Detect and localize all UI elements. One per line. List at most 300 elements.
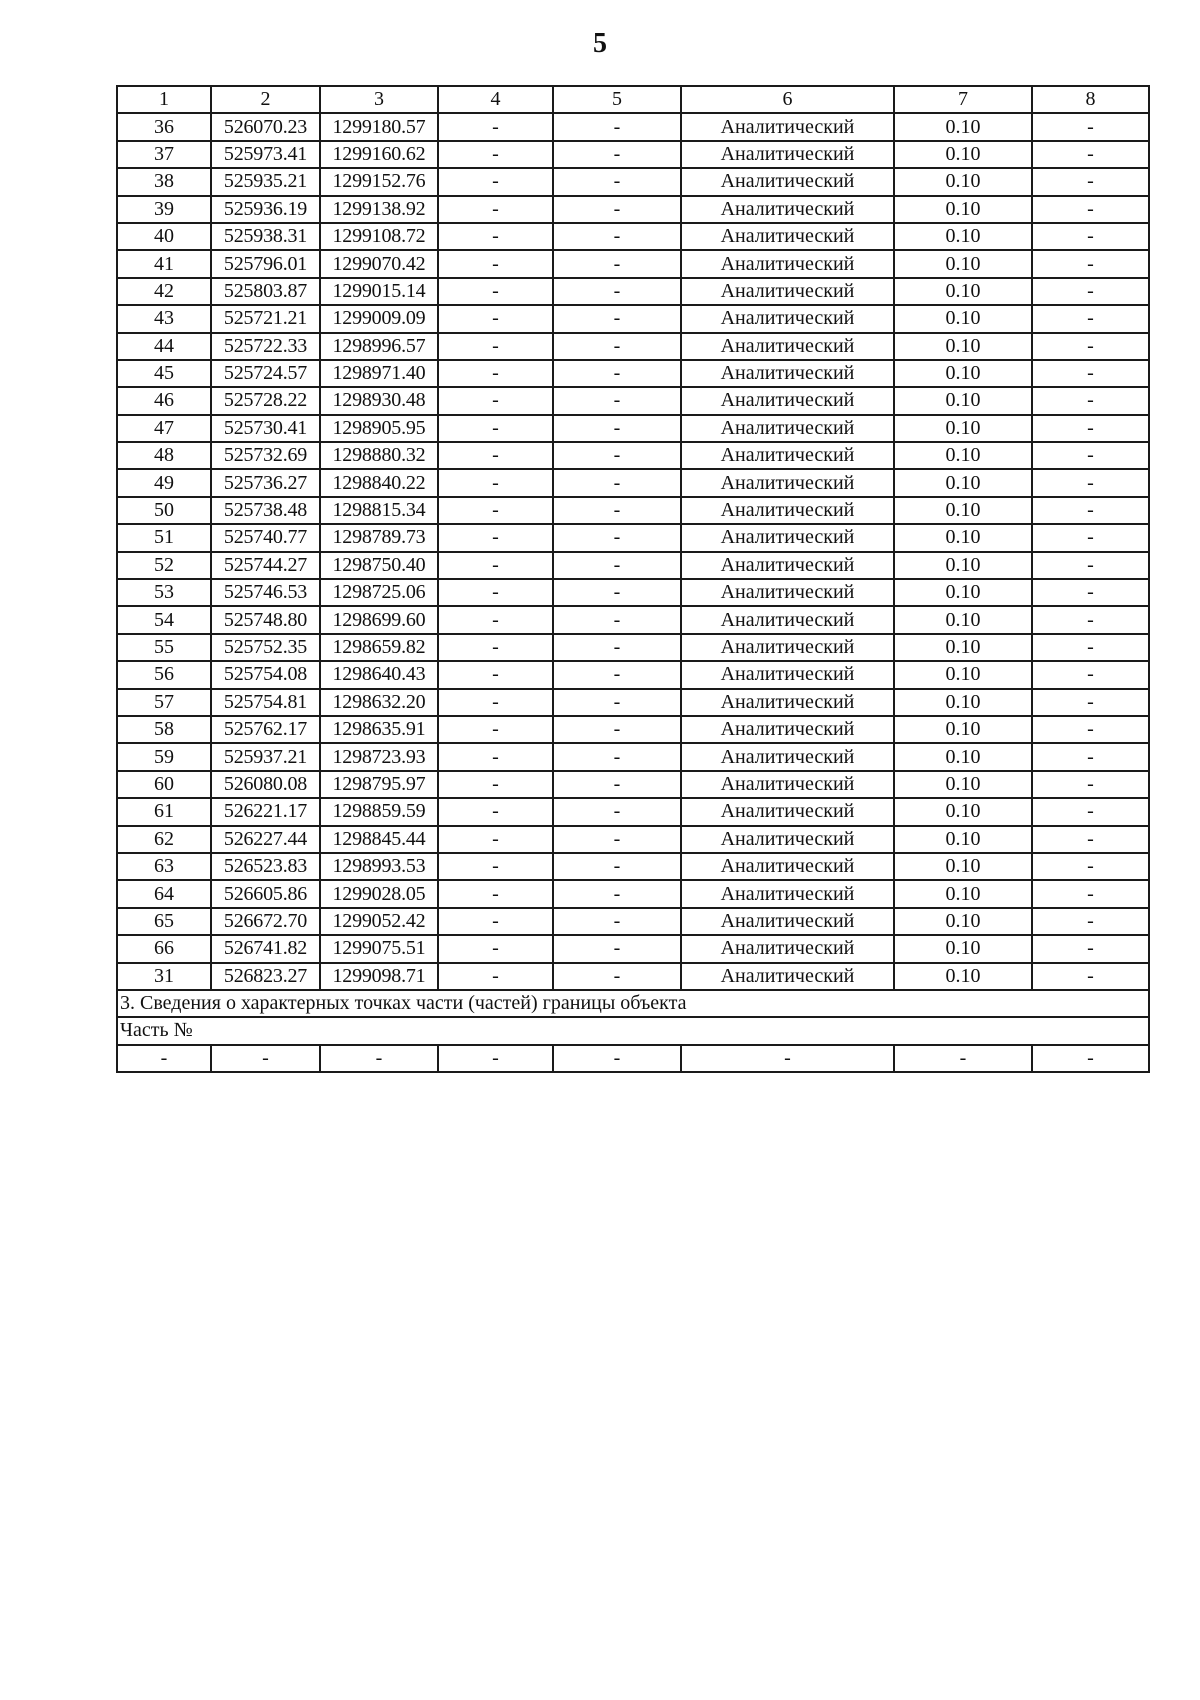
- accuracy-cell: 0.10: [894, 360, 1032, 387]
- table-row: [117, 743, 1149, 770]
- y-coordinate-cell: 1299075.51: [320, 935, 438, 962]
- point-number-cell: 65: [117, 908, 211, 935]
- accuracy-cell: 0.10: [894, 250, 1032, 277]
- point-number-cell: 64: [117, 880, 211, 907]
- method-cell: Аналитический: [681, 305, 894, 332]
- col4-cell: -: [438, 415, 553, 442]
- table-row: [117, 223, 1149, 250]
- point-number-cell: 42: [117, 278, 211, 305]
- col4-cell: -: [438, 880, 553, 907]
- col5-cell: -: [553, 223, 681, 250]
- table-row: [117, 442, 1149, 469]
- col5-cell: -: [553, 634, 681, 661]
- point-number-cell: 44: [117, 333, 211, 360]
- table-row: [117, 771, 1149, 798]
- col8-cell: -: [1032, 826, 1149, 853]
- col5-cell: -: [553, 552, 681, 579]
- method-cell: Аналитический: [681, 963, 894, 990]
- y-coordinate-cell: 1299009.09: [320, 305, 438, 332]
- y-coordinate-cell: 1298971.40: [320, 360, 438, 387]
- col8-cell: -: [1032, 360, 1149, 387]
- y-coordinate-cell: 1298815.34: [320, 497, 438, 524]
- col5-cell: -: [553, 579, 681, 606]
- section-heading-row: [117, 990, 1149, 1017]
- point-number-cell: 55: [117, 634, 211, 661]
- section-heading: 3. Сведения о характерных точках части (частей) границы объекта: [117, 990, 1149, 1017]
- x-coordinate-cell: 525722.33: [211, 333, 320, 360]
- col8-cell: -: [1032, 853, 1149, 880]
- y-coordinate-cell: 1298795.97: [320, 771, 438, 798]
- x-coordinate-cell: 525754.81: [211, 689, 320, 716]
- point-number-cell: 47: [117, 415, 211, 442]
- method-cell: Аналитический: [681, 743, 894, 770]
- table-row: [117, 880, 1149, 907]
- col4-cell: -: [438, 305, 553, 332]
- column-header: 5: [553, 86, 681, 113]
- method-cell: Аналитический: [681, 935, 894, 962]
- table-row: [117, 141, 1149, 168]
- accuracy-cell: 0.10: [894, 908, 1032, 935]
- table-row: [117, 853, 1149, 880]
- col5-cell: -: [553, 387, 681, 414]
- accuracy-cell: 0.10: [894, 606, 1032, 633]
- x-coordinate-cell: 526523.83: [211, 853, 320, 880]
- col5-cell: -: [553, 689, 681, 716]
- point-number-cell: 48: [117, 442, 211, 469]
- table-row: [117, 278, 1149, 305]
- col8-cell: -: [1032, 579, 1149, 606]
- y-coordinate-cell: 1298659.82: [320, 634, 438, 661]
- col4-cell: -: [438, 689, 553, 716]
- col5-cell: -: [553, 935, 681, 962]
- table-row: [117, 908, 1149, 935]
- table-row: [117, 524, 1149, 551]
- col8-cell: -: [1032, 524, 1149, 551]
- y-coordinate-cell: 1299070.42: [320, 250, 438, 277]
- col5-cell: -: [553, 606, 681, 633]
- accuracy-cell: 0.10: [894, 579, 1032, 606]
- table-row: [117, 250, 1149, 277]
- col5-cell: -: [553, 771, 681, 798]
- accuracy-cell: 0.10: [894, 798, 1032, 825]
- col8-cell: -: [1032, 908, 1149, 935]
- y-coordinate-cell: 1299098.71: [320, 963, 438, 990]
- col4-cell: -: [438, 387, 553, 414]
- x-coordinate-cell: 525938.31: [211, 223, 320, 250]
- accuracy-cell: 0.10: [894, 113, 1032, 140]
- table-row: [117, 634, 1149, 661]
- col8-cell: -: [1032, 469, 1149, 496]
- y-coordinate-cell: 1298789.73: [320, 524, 438, 551]
- table-row: [117, 469, 1149, 496]
- point-number-cell: 60: [117, 771, 211, 798]
- col8-cell: -: [1032, 415, 1149, 442]
- col4-cell: -: [438, 278, 553, 305]
- accuracy-cell: 0.10: [894, 634, 1032, 661]
- method-cell: Аналитический: [681, 579, 894, 606]
- accuracy-cell: 0.10: [894, 552, 1032, 579]
- table-row: [117, 963, 1149, 990]
- table-header: [117, 86, 1149, 113]
- y-coordinate-cell: 1298750.40: [320, 552, 438, 579]
- table-row: [117, 716, 1149, 743]
- header-row: [117, 86, 1149, 113]
- x-coordinate-cell: 526221.17: [211, 798, 320, 825]
- accuracy-cell: 0.10: [894, 716, 1032, 743]
- point-number-cell: 54: [117, 606, 211, 633]
- y-coordinate-cell: 1298993.53: [320, 853, 438, 880]
- x-coordinate-cell: 525754.08: [211, 661, 320, 688]
- x-coordinate-cell: 525762.17: [211, 716, 320, 743]
- x-coordinate-cell: 525746.53: [211, 579, 320, 606]
- x-coordinate-cell: 526080.08: [211, 771, 320, 798]
- method-cell: Аналитический: [681, 524, 894, 551]
- col8-cell: -: [1032, 250, 1149, 277]
- y-coordinate-cell: 1298905.95: [320, 415, 438, 442]
- method-cell: Аналитический: [681, 880, 894, 907]
- point-number-cell: 57: [117, 689, 211, 716]
- accuracy-cell: 0.10: [894, 223, 1032, 250]
- y-coordinate-cell: 1299108.72: [320, 223, 438, 250]
- table-row: [117, 387, 1149, 414]
- table-row: [117, 826, 1149, 853]
- y-coordinate-cell: 1299180.57: [320, 113, 438, 140]
- point-number-cell: 56: [117, 661, 211, 688]
- col8-cell: -: [1032, 497, 1149, 524]
- point-number-cell: 63: [117, 853, 211, 880]
- x-coordinate-cell: 525724.57: [211, 360, 320, 387]
- col8-cell: -: [1032, 743, 1149, 770]
- x-coordinate-cell: 526605.86: [211, 880, 320, 907]
- method-cell: Аналитический: [681, 552, 894, 579]
- accuracy-cell: 0.10: [894, 880, 1032, 907]
- method-cell: Аналитический: [681, 168, 894, 195]
- y-coordinate-cell: 1298930.48: [320, 387, 438, 414]
- col4-cell: -: [438, 196, 553, 223]
- accuracy-cell: 0.10: [894, 497, 1032, 524]
- col5-cell: -: [553, 743, 681, 770]
- col4-cell: -: [438, 552, 553, 579]
- method-cell: Аналитический: [681, 798, 894, 825]
- col8-cell: -: [1032, 771, 1149, 798]
- table-row: [117, 552, 1149, 579]
- col4-cell: -: [438, 168, 553, 195]
- col4-cell: -: [438, 606, 553, 633]
- table-row: [117, 798, 1149, 825]
- column-header: 2: [211, 86, 320, 113]
- y-coordinate-cell: 1298859.59: [320, 798, 438, 825]
- x-coordinate-cell: 525936.19: [211, 196, 320, 223]
- y-coordinate-cell: 1299028.05: [320, 880, 438, 907]
- col5-cell: -: [553, 853, 681, 880]
- x-coordinate-cell: 525796.01: [211, 250, 320, 277]
- method-cell: Аналитический: [681, 113, 894, 140]
- col4-cell: -: [438, 798, 553, 825]
- accuracy-cell: 0.10: [894, 141, 1032, 168]
- table-row: [117, 415, 1149, 442]
- col5-cell: -: [553, 305, 681, 332]
- col4-cell: -: [438, 113, 553, 140]
- method-cell: Аналитический: [681, 250, 894, 277]
- table-row: [117, 935, 1149, 962]
- point-number-cell: 45: [117, 360, 211, 387]
- col5-cell: -: [553, 415, 681, 442]
- col4-cell: -: [438, 716, 553, 743]
- empty-cell: -: [117, 1045, 211, 1072]
- method-cell: Аналитический: [681, 278, 894, 305]
- col5-cell: -: [553, 442, 681, 469]
- accuracy-cell: 0.10: [894, 387, 1032, 414]
- col8-cell: -: [1032, 606, 1149, 633]
- x-coordinate-cell: 525732.69: [211, 442, 320, 469]
- x-coordinate-cell: 525937.21: [211, 743, 320, 770]
- method-cell: Аналитический: [681, 442, 894, 469]
- col5-cell: -: [553, 333, 681, 360]
- empty-cell: -: [681, 1045, 894, 1072]
- y-coordinate-cell: 1299015.14: [320, 278, 438, 305]
- x-coordinate-cell: 526227.44: [211, 826, 320, 853]
- x-coordinate-cell: 526070.23: [211, 113, 320, 140]
- col8-cell: -: [1032, 168, 1149, 195]
- x-coordinate-cell: 525748.80: [211, 606, 320, 633]
- col4-cell: -: [438, 826, 553, 853]
- col4-cell: -: [438, 524, 553, 551]
- accuracy-cell: 0.10: [894, 305, 1032, 332]
- table-row: [117, 579, 1149, 606]
- coordinates-table: [116, 85, 1150, 1073]
- col4-cell: -: [438, 853, 553, 880]
- point-number-cell: 43: [117, 305, 211, 332]
- column-header: 8: [1032, 86, 1149, 113]
- point-number-cell: 46: [117, 387, 211, 414]
- col4-cell: -: [438, 771, 553, 798]
- x-coordinate-cell: 525973.41: [211, 141, 320, 168]
- accuracy-cell: 0.10: [894, 442, 1032, 469]
- col8-cell: -: [1032, 880, 1149, 907]
- x-coordinate-cell: 526823.27: [211, 963, 320, 990]
- accuracy-cell: 0.10: [894, 278, 1032, 305]
- y-coordinate-cell: 1298632.20: [320, 689, 438, 716]
- col5-cell: -: [553, 113, 681, 140]
- col8-cell: -: [1032, 278, 1149, 305]
- accuracy-cell: 0.10: [894, 333, 1032, 360]
- empty-cell: -: [1032, 1045, 1149, 1072]
- col8-cell: -: [1032, 196, 1149, 223]
- col4-cell: -: [438, 963, 553, 990]
- col5-cell: -: [553, 141, 681, 168]
- x-coordinate-cell: 525721.21: [211, 305, 320, 332]
- accuracy-cell: 0.10: [894, 168, 1032, 195]
- col8-cell: -: [1032, 333, 1149, 360]
- x-coordinate-cell: 526672.70: [211, 908, 320, 935]
- accuracy-cell: 0.10: [894, 524, 1032, 551]
- method-cell: Аналитический: [681, 716, 894, 743]
- col5-cell: -: [553, 826, 681, 853]
- accuracy-cell: 0.10: [894, 415, 1032, 442]
- y-coordinate-cell: 1298845.44: [320, 826, 438, 853]
- col5-cell: -: [553, 798, 681, 825]
- col8-cell: -: [1032, 634, 1149, 661]
- table-body: [117, 113, 1149, 990]
- col4-cell: -: [438, 634, 553, 661]
- table-row: [117, 113, 1149, 140]
- point-number-cell: 39: [117, 196, 211, 223]
- table-row: [117, 305, 1149, 332]
- col8-cell: -: [1032, 442, 1149, 469]
- accuracy-cell: 0.10: [894, 963, 1032, 990]
- point-number-cell: 58: [117, 716, 211, 743]
- table-row: [117, 333, 1149, 360]
- table-row: [117, 360, 1149, 387]
- col4-cell: -: [438, 661, 553, 688]
- method-cell: Аналитический: [681, 771, 894, 798]
- empty-cell: -: [320, 1045, 438, 1072]
- x-coordinate-cell: 525728.22: [211, 387, 320, 414]
- y-coordinate-cell: 1299052.42: [320, 908, 438, 935]
- point-number-cell: 41: [117, 250, 211, 277]
- method-cell: Аналитический: [681, 469, 894, 496]
- method-cell: Аналитический: [681, 853, 894, 880]
- method-cell: Аналитический: [681, 606, 894, 633]
- col5-cell: -: [553, 716, 681, 743]
- col5-cell: -: [553, 661, 681, 688]
- col5-cell: -: [553, 168, 681, 195]
- x-coordinate-cell: 525935.21: [211, 168, 320, 195]
- y-coordinate-cell: 1298880.32: [320, 442, 438, 469]
- y-coordinate-cell: 1298699.60: [320, 606, 438, 633]
- col5-cell: -: [553, 497, 681, 524]
- col8-cell: -: [1032, 689, 1149, 716]
- empty-cell: -: [438, 1045, 553, 1072]
- accuracy-cell: 0.10: [894, 935, 1032, 962]
- col8-cell: -: [1032, 223, 1149, 250]
- accuracy-cell: 0.10: [894, 689, 1032, 716]
- col8-cell: -: [1032, 935, 1149, 962]
- column-header: 7: [894, 86, 1032, 113]
- y-coordinate-cell: 1298725.06: [320, 579, 438, 606]
- point-number-cell: 36: [117, 113, 211, 140]
- y-coordinate-cell: 1298840.22: [320, 469, 438, 496]
- point-number-cell: 66: [117, 935, 211, 962]
- x-coordinate-cell: 525738.48: [211, 497, 320, 524]
- empty-cell: -: [211, 1045, 320, 1072]
- col8-cell: -: [1032, 963, 1149, 990]
- point-number-cell: 31: [117, 963, 211, 990]
- empty-cell: -: [553, 1045, 681, 1072]
- col5-cell: -: [553, 196, 681, 223]
- accuracy-cell: 0.10: [894, 743, 1032, 770]
- col4-cell: -: [438, 250, 553, 277]
- col4-cell: -: [438, 935, 553, 962]
- column-header: 3: [320, 86, 438, 113]
- table-row: [117, 497, 1149, 524]
- y-coordinate-cell: 1298640.43: [320, 661, 438, 688]
- col8-cell: -: [1032, 798, 1149, 825]
- x-coordinate-cell: 525730.41: [211, 415, 320, 442]
- table-row: [117, 606, 1149, 633]
- col8-cell: -: [1032, 387, 1149, 414]
- table-row: [117, 168, 1149, 195]
- col4-cell: -: [438, 223, 553, 250]
- part-label: Часть №: [117, 1017, 1149, 1044]
- method-cell: Аналитический: [681, 387, 894, 414]
- col4-cell: -: [438, 743, 553, 770]
- accuracy-cell: 0.10: [894, 661, 1032, 688]
- col5-cell: -: [553, 278, 681, 305]
- point-number-cell: 50: [117, 497, 211, 524]
- method-cell: Аналитический: [681, 223, 894, 250]
- col5-cell: -: [553, 360, 681, 387]
- col8-cell: -: [1032, 716, 1149, 743]
- point-number-cell: 49: [117, 469, 211, 496]
- method-cell: Аналитический: [681, 196, 894, 223]
- accuracy-cell: 0.10: [894, 196, 1032, 223]
- col4-cell: -: [438, 469, 553, 496]
- col4-cell: -: [438, 497, 553, 524]
- col8-cell: -: [1032, 141, 1149, 168]
- method-cell: Аналитический: [681, 826, 894, 853]
- table-row: [117, 689, 1149, 716]
- method-cell: Аналитический: [681, 689, 894, 716]
- empty-row: [117, 1045, 1149, 1072]
- x-coordinate-cell: 525803.87: [211, 278, 320, 305]
- x-coordinate-cell: 525736.27: [211, 469, 320, 496]
- x-coordinate-cell: 526741.82: [211, 935, 320, 962]
- y-coordinate-cell: 1299138.92: [320, 196, 438, 223]
- method-cell: Аналитический: [681, 333, 894, 360]
- col5-cell: -: [553, 469, 681, 496]
- point-number-cell: 38: [117, 168, 211, 195]
- column-header: 6: [681, 86, 894, 113]
- col4-cell: -: [438, 442, 553, 469]
- col4-cell: -: [438, 141, 553, 168]
- method-cell: Аналитический: [681, 497, 894, 524]
- y-coordinate-cell: 1298996.57: [320, 333, 438, 360]
- method-cell: Аналитический: [681, 141, 894, 168]
- page-number: 5: [593, 28, 607, 59]
- method-cell: Аналитический: [681, 908, 894, 935]
- accuracy-cell: 0.10: [894, 771, 1032, 798]
- col5-cell: -: [553, 880, 681, 907]
- method-cell: Аналитический: [681, 415, 894, 442]
- accuracy-cell: 0.10: [894, 853, 1032, 880]
- col8-cell: -: [1032, 661, 1149, 688]
- empty-cell: -: [894, 1045, 1032, 1072]
- point-number-cell: 37: [117, 141, 211, 168]
- y-coordinate-cell: 1299160.62: [320, 141, 438, 168]
- col4-cell: -: [438, 908, 553, 935]
- col5-cell: -: [553, 963, 681, 990]
- table-footer: [117, 990, 1149, 1072]
- col5-cell: -: [553, 908, 681, 935]
- col8-cell: -: [1032, 305, 1149, 332]
- point-number-cell: 53: [117, 579, 211, 606]
- column-header: 4: [438, 86, 553, 113]
- point-number-cell: 59: [117, 743, 211, 770]
- col8-cell: -: [1032, 113, 1149, 140]
- col4-cell: -: [438, 360, 553, 387]
- accuracy-cell: 0.10: [894, 469, 1032, 496]
- x-coordinate-cell: 525752.35: [211, 634, 320, 661]
- col4-cell: -: [438, 333, 553, 360]
- col5-cell: -: [553, 524, 681, 551]
- y-coordinate-cell: 1298723.93: [320, 743, 438, 770]
- y-coordinate-cell: 1299152.76: [320, 168, 438, 195]
- accuracy-cell: 0.10: [894, 826, 1032, 853]
- point-number-cell: 61: [117, 798, 211, 825]
- column-header: 1: [117, 86, 211, 113]
- point-number-cell: 52: [117, 552, 211, 579]
